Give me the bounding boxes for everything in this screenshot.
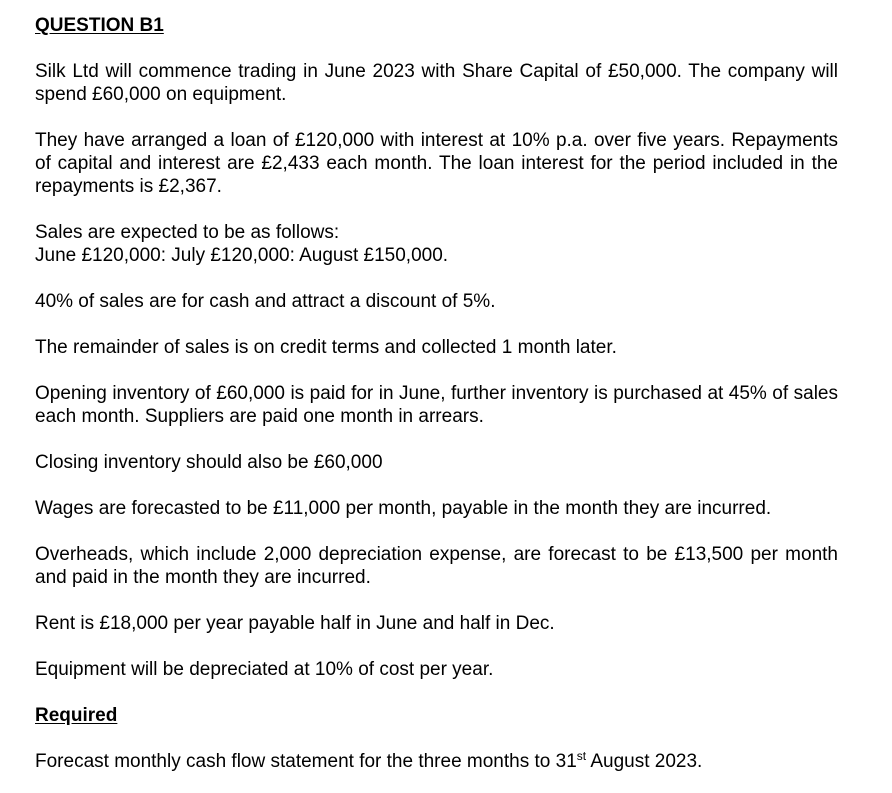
required-task-text: Forecast monthly cash flow statement for the three months to 31 [35, 751, 577, 772]
question-title: QUESTION B1 [35, 15, 164, 36]
paragraph-overheads: Overheads, which include 2,000 depreciation expense, are forecast to be £13,500 per month and paid in the month they are incurred. [35, 544, 838, 588]
required-task-ordinal: st [576, 749, 587, 763]
required-task-end: August 2023. [586, 751, 703, 772]
required-heading: Required [35, 705, 118, 726]
paragraph-rent: Rent is £18,000 per year payable half in June and half in Dec. [35, 613, 555, 634]
paragraph-closing-inventory: Closing inventory should also be £60,000 [35, 452, 383, 473]
question-document [35, 14, 838, 773]
paragraph-loan: They have arranged a loan of £120,000 with interest at 10% p.a. over five years. Repayments of capital and interest are £2,433 each month. The loan interest for the period included in the repayments is £2,367. [35, 130, 838, 197]
required-task [35, 750, 838, 773]
paragraph-intro: Silk Ltd will commence trading in June 2023 with Share Capital of £50,000. The company will spend £60,000 on equipment. [35, 61, 838, 105]
paragraph-credit-sales: The remainder of sales is on credit terms and collected 1 month later. [35, 337, 617, 358]
paragraph-sales-intro: Sales are expected to be as follows: [35, 222, 340, 243]
paragraph-depreciation: Equipment will be depreciated at 10% of cost per year. [35, 659, 494, 680]
paragraph-cash-sales: 40% of sales are for cash and attract a discount of 5%. [35, 291, 496, 312]
paragraph-wages: Wages are forecasted to be £11,000 per month, payable in the month they are incurred. [35, 498, 772, 519]
paragraph-sales-values: June £120,000: July £120,000: August £150,000. [35, 245, 449, 266]
paragraph-inventory: Opening inventory of £60,000 is paid for in June, further inventory is purchased at 45% of sales each month. Suppliers are paid one month in arrears. [35, 383, 838, 427]
sales-forecast [35, 221, 838, 267]
